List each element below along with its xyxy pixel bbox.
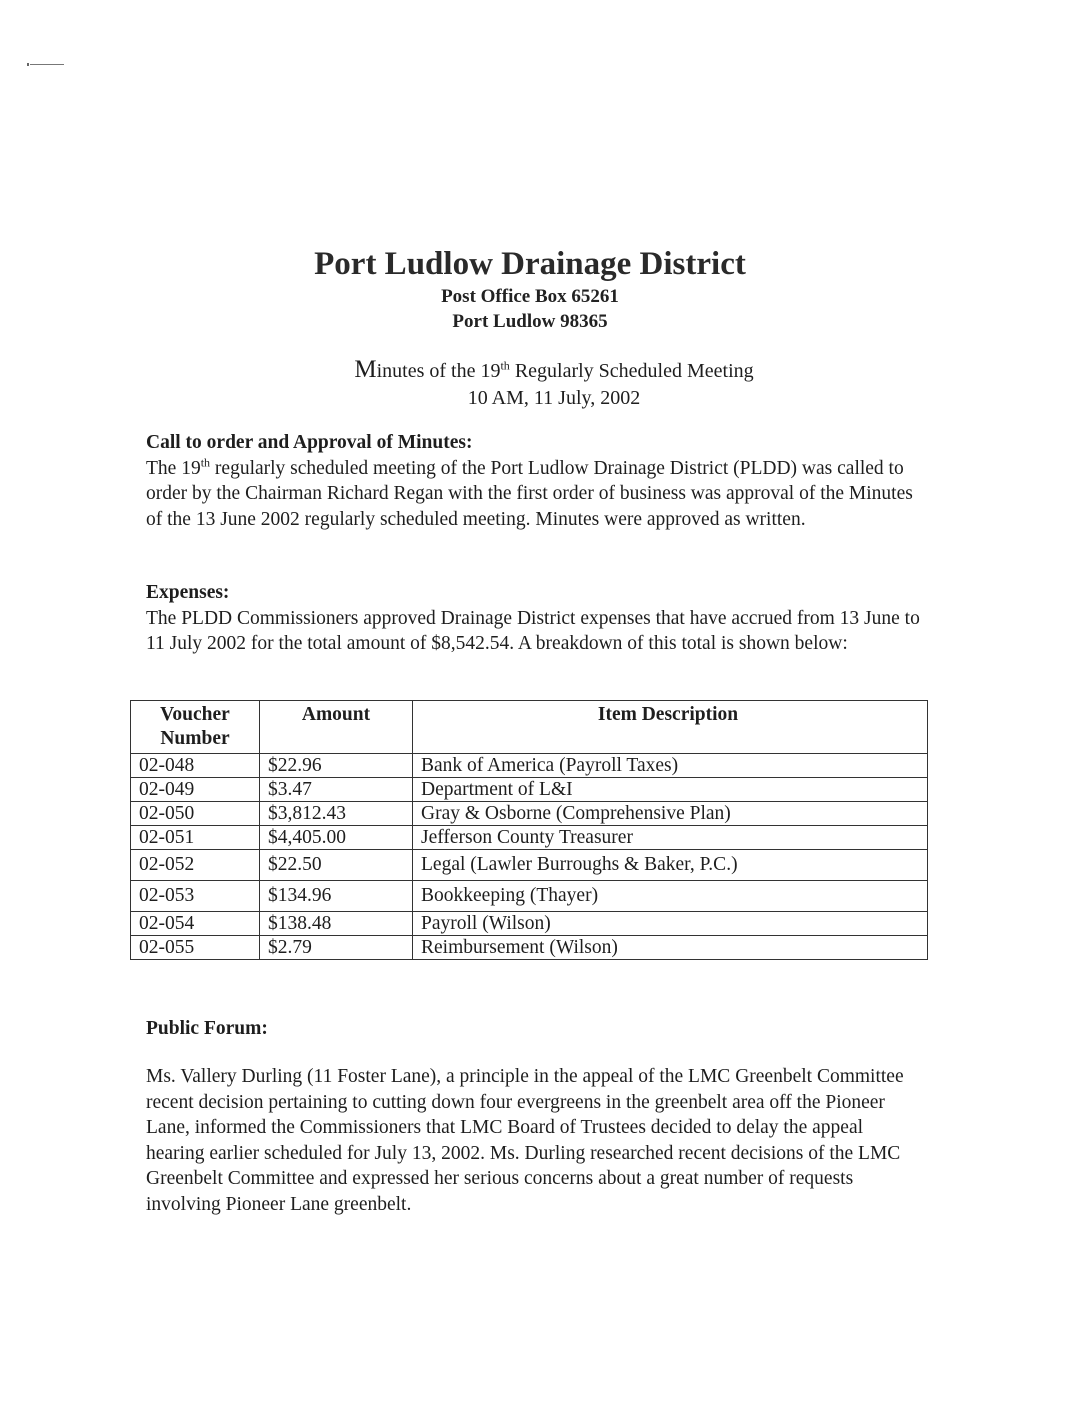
amount-cell: $2.79 xyxy=(260,936,413,960)
meeting-subtitle xyxy=(0,356,1088,412)
table-row xyxy=(131,754,928,778)
public-forum-heading-block xyxy=(146,1016,926,1042)
table-header-row xyxy=(131,701,928,754)
voucher-number-cell: 02-054 xyxy=(131,912,260,936)
address-city-zip: Port Ludlow 98365 xyxy=(452,311,608,332)
public-forum-section xyxy=(146,1064,926,1217)
item-description-cell: Bank of America (Payroll Taxes) xyxy=(413,754,928,778)
public-forum-text: Ms. Vallery Durling (11 Foster Lane), a principle in the appeal of the LMC Greenbelt Committee recent decision pertaining to cutting down four evergreens in the greenbelt area off the Pioneer Lane, informed the Commissioners that LMC Board of Trustees decided to delay the appeal hearing earlier scheduled for July 13, 2002. Ms. Durling researched recent decisions of the LMC Greenbelt Committee and expressed her serious concerns about a great number of requests involving Pioneer Lane greenbelt. xyxy=(146,1066,904,1215)
expenses-text: The PLDD Commissioners approved Drainage District expenses that have accrued from 13 June to 11 July 2002 for the total amount of $8,542.54. A breakdown of this total is shown below: xyxy=(146,607,920,654)
expenses-section xyxy=(146,580,926,657)
meeting-ordinal-suffix: th xyxy=(500,358,510,373)
table-row xyxy=(131,936,928,960)
table-row xyxy=(131,778,928,802)
expenses-table xyxy=(130,700,928,960)
meeting-title-text: inutes of the 19 xyxy=(376,360,501,382)
table-row xyxy=(131,850,928,881)
meeting-title xyxy=(0,356,1088,385)
item-description-cell: Payroll (Wilson) xyxy=(413,912,928,936)
meeting-title-suffix: Regularly Scheduled Meeting xyxy=(509,360,754,382)
amount-cell: $134.96 xyxy=(260,881,413,912)
call-text-rest: regularly scheduled meeting of the Port Ludlow Drainage District (PLDD) was called to order by the Chairman Richard Regan with the first order of business was approval of the Minutes of the 13 June 2002 regularly scheduled meeting. Minutes were approved as written. xyxy=(146,457,913,530)
expenses-heading: Expenses: xyxy=(146,582,230,603)
amount-cell: $22.96 xyxy=(260,754,413,778)
public-forum-heading: Public Forum: xyxy=(146,1018,268,1039)
call-to-order-heading: Call to order and Approval of Minutes: xyxy=(146,432,473,453)
voucher-number-cell: 02-053 xyxy=(131,881,260,912)
organization-title: Port Ludlow Drainage District xyxy=(314,246,746,282)
call-to-order-section xyxy=(146,430,926,532)
header-amount: Amount xyxy=(260,701,413,754)
letterhead xyxy=(0,244,1060,334)
amount-cell: $22.50 xyxy=(260,850,413,881)
amount-cell: $138.48 xyxy=(260,912,413,936)
call-ordinal-suffix: th xyxy=(200,455,211,469)
item-description-cell: Legal (Lawler Burroughs & Baker, P.C.) xyxy=(413,850,928,881)
table-row xyxy=(131,826,928,850)
amount-cell: $3.47 xyxy=(260,778,413,802)
voucher-number-cell: 02-051 xyxy=(131,826,260,850)
scan-artifact xyxy=(30,64,64,65)
item-description-cell: Gray & Osborne (Comprehensive Plan) xyxy=(413,802,928,826)
item-description-cell: Reimbursement (Wilson) xyxy=(413,936,928,960)
call-text-start: The 19 xyxy=(146,457,201,479)
amount-cell: $3,812.43 xyxy=(260,802,413,826)
voucher-number-cell: 02-052 xyxy=(131,850,260,881)
header-item-description: Item Description xyxy=(413,701,928,754)
meeting-datetime: 10 AM, 11 July, 2002 xyxy=(467,387,641,409)
table-row xyxy=(131,881,928,912)
amount-cell: $4,405.00 xyxy=(260,826,413,850)
header-voucher-number: Voucher Number xyxy=(131,701,260,754)
address-po-box: Post Office Box 65261 xyxy=(441,286,619,307)
item-description-cell: Bookkeeping (Thayer) xyxy=(413,881,928,912)
item-description-cell: Department of L&I xyxy=(413,778,928,802)
voucher-number-cell: 02-049 xyxy=(131,778,260,802)
voucher-number-cell: 02-050 xyxy=(131,802,260,826)
meeting-title-initial: M xyxy=(354,356,377,383)
item-description-cell: Jefferson County Treasurer xyxy=(413,826,928,850)
voucher-number-cell: 02-048 xyxy=(131,754,260,778)
voucher-number-cell: 02-055 xyxy=(131,936,260,960)
table-row xyxy=(131,802,928,826)
table-row xyxy=(131,912,928,936)
call-to-order-text xyxy=(146,456,926,533)
